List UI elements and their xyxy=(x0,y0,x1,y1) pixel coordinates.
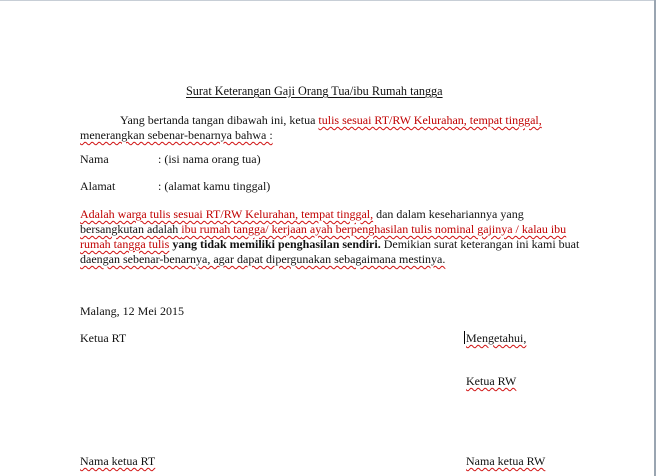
document-title: Surat Keterangan Gaji Orang Tua/ibu Rumah tangga xyxy=(186,84,443,98)
page-top-edge xyxy=(0,0,656,1)
text-cursor xyxy=(464,331,465,344)
body-line-3 xyxy=(80,237,579,252)
right-ack-text: Mengetahui, xyxy=(466,331,527,345)
field-name-value: : (isi nama orang tua) xyxy=(158,152,261,166)
body-text-3: Demikian surat keterangan ini kami buat xyxy=(380,237,580,251)
intro-line-2: menerangkan sebenar-benarnya bahwa : xyxy=(80,128,273,142)
right-ack-line xyxy=(464,331,526,346)
body-placeholder-3: rumah tangga tulis xyxy=(80,237,170,251)
place-date: Malang, 12 Mei 2015 xyxy=(80,304,184,318)
body-line-1 xyxy=(80,207,524,222)
body-text-1: dan dalam kesehariannya yang xyxy=(373,207,524,221)
body-placeholder-1: Adalah warga tulis sesuai RT/RW Kelurahan, tempat tinggal, xyxy=(80,207,374,221)
left-signer-name: Nama ketua RT xyxy=(80,454,156,468)
body-placeholder-2: ibu rumah tangga/ kerjaan ayah berpenghasilan tulis nominal gajinya / kalau ibu xyxy=(181,222,567,236)
body-line-2 xyxy=(80,222,566,237)
body-text-2: bersangkutan adalah xyxy=(80,222,182,236)
body-bold-text: yang tidak memiliki penghasilan sendiri. xyxy=(169,237,381,251)
right-signer-text: Ketua RW xyxy=(466,374,517,388)
intro-placeholder: tulis sesuai RT/RW Kelurahan, tempat tinggal, xyxy=(318,113,542,127)
body-line-4: daengan sebenar-benarnya, agar dapat dipergunakan sebagaimana mestinya. xyxy=(80,252,446,266)
intro-line-1 xyxy=(120,113,542,128)
field-address-value: : (alamat kamu tinggal) xyxy=(158,179,271,193)
field-address-label: Alamat xyxy=(80,179,116,193)
left-signer-title: Ketua RT xyxy=(80,331,127,345)
intro-text: Yang bertanda tangan dibawah ini, ketua xyxy=(120,113,319,127)
right-signer-title xyxy=(466,374,516,389)
right-signer-name: Nama ketua RW xyxy=(466,454,546,468)
field-name-label: Nama xyxy=(80,152,109,166)
